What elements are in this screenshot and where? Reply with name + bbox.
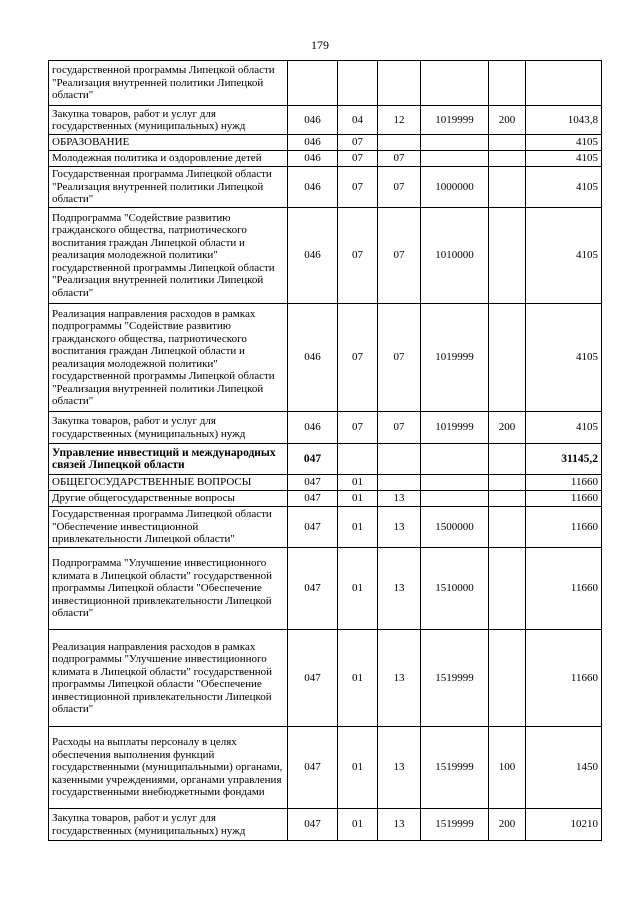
amount: 1450 (526, 727, 602, 809)
department-code: 046 (288, 412, 338, 444)
section-code: 07 (338, 208, 378, 304)
target-article-code: 1519999 (421, 809, 489, 841)
row-description: Подпрограмма "Содействие развитию гражданского общества, патриотического воспитания граждан Липецкой области и реализация молодежной политики" государственной программы Липецкой области "Реализация внутренней политики Липецкой области" (49, 208, 288, 304)
table-row (49, 412, 602, 444)
department-code: 046 (288, 151, 338, 167)
expense-type-code (489, 151, 526, 167)
section-code: 01 (338, 507, 378, 548)
expense-type-code: 200 (489, 809, 526, 841)
expense-type-code: 100 (489, 727, 526, 809)
section-code: 01 (338, 491, 378, 507)
target-article-code: 1019999 (421, 412, 489, 444)
target-article-code (421, 135, 489, 151)
subsection-code (378, 135, 421, 151)
subsection-code (378, 475, 421, 491)
amount: 11660 (526, 475, 602, 491)
section-code: 07 (338, 167, 378, 208)
expense-type-code (489, 491, 526, 507)
row-description: государственной программы Липецкой области "Реализация внутренней политики Липецкой области" (49, 61, 288, 106)
expense-type-code (489, 444, 526, 475)
expense-type-code (489, 475, 526, 491)
row-description: Государственная программа Липецкой области "Реализация внутренней политики Липецкой области" (49, 167, 288, 208)
department-code: 047 (288, 507, 338, 548)
amount: 11660 (526, 491, 602, 507)
department-code: 046 (288, 304, 338, 412)
expense-type-code (489, 507, 526, 548)
amount: 4105 (526, 167, 602, 208)
section-code: 01 (338, 630, 378, 727)
subsection-code: 07 (378, 304, 421, 412)
row-description: Управление инвестиций и международных связей Липецкой области (49, 444, 288, 475)
row-description: Расходы на выплаты персоналу в целях обеспечения выполнения функций государственными (муниципальными) органами, казенными учреждениями, органами управления государственными внебюджетными фондами (49, 727, 288, 809)
budget-table-body (49, 61, 602, 841)
table-row (49, 491, 602, 507)
section-code: 04 (338, 106, 378, 135)
section-code: 07 (338, 412, 378, 444)
section-code (338, 444, 378, 475)
subsection-code: 13 (378, 727, 421, 809)
amount (526, 61, 602, 106)
row-description: Реализация направления расходов в рамках подпрограммы "Улучшение инвестиционного климата в Липецкой области" государственной программы Липецкой области "Обеспечение инвестиционной привлекательности Липецкой области" (49, 630, 288, 727)
subsection-code: 13 (378, 507, 421, 548)
expense-type-code (489, 208, 526, 304)
amount: 31145,2 (526, 444, 602, 475)
table-row (49, 167, 602, 208)
page-number: 179 (311, 38, 329, 52)
target-article-code: 1510000 (421, 548, 489, 630)
department-code: 047 (288, 491, 338, 507)
section-code: 07 (338, 135, 378, 151)
expense-type-code: 200 (489, 412, 526, 444)
expense-type-code (489, 630, 526, 727)
target-article-code (421, 475, 489, 491)
expense-type-code: 200 (489, 106, 526, 135)
table-row (49, 208, 602, 304)
section-code: 01 (338, 548, 378, 630)
department-code: 046 (288, 167, 338, 208)
subsection-code (378, 61, 421, 106)
department-code: 047 (288, 630, 338, 727)
row-description: Реализация направления расходов в рамках подпрограммы "Содействие развитию гражданского общества, патриотического воспитания граждан Липецкой области и реализация молодежной политики" государственной программы Липецкой области "Реализация внутренней политики Липецкой области" (49, 304, 288, 412)
target-article-code (421, 61, 489, 106)
target-article-code (421, 444, 489, 475)
table-row (49, 548, 602, 630)
table-row (49, 475, 602, 491)
amount: 11660 (526, 548, 602, 630)
target-article-code: 1519999 (421, 630, 489, 727)
amount: 4105 (526, 151, 602, 167)
section-code: 01 (338, 475, 378, 491)
target-article-code: 1010000 (421, 208, 489, 304)
department-code: 047 (288, 475, 338, 491)
row-description: Закупка товаров, работ и услуг для государственных (муниципальных) нужд (49, 809, 288, 841)
expense-type-code (489, 167, 526, 208)
target-article-code: 1019999 (421, 304, 489, 412)
row-description: Закупка товаров, работ и услуг для государственных (муниципальных) нужд (49, 412, 288, 444)
subsection-code: 13 (378, 491, 421, 507)
row-description: Подпрограмма "Улучшение инвестиционного климата в Липецкой области" государственной программы Липецкой области "Обеспечение инвестиционной привлекательности Липецкой области" (49, 548, 288, 630)
table-row (49, 809, 602, 841)
table-row (49, 727, 602, 809)
subsection-code: 07 (378, 412, 421, 444)
subsection-code: 13 (378, 630, 421, 727)
amount: 11660 (526, 507, 602, 548)
target-article-code: 1519999 (421, 727, 489, 809)
row-description: ОБЩЕГОСУДАРСТВЕННЫЕ ВОПРОСЫ (49, 475, 288, 491)
table-row (49, 106, 602, 135)
subsection-code: 07 (378, 151, 421, 167)
expense-type-code (489, 135, 526, 151)
table-row (49, 304, 602, 412)
table-row (49, 444, 602, 475)
department-code: 047 (288, 809, 338, 841)
expense-type-code (489, 61, 526, 106)
amount: 10210 (526, 809, 602, 841)
amount: 4105 (526, 412, 602, 444)
expense-type-code (489, 304, 526, 412)
section-code: 01 (338, 727, 378, 809)
target-article-code (421, 151, 489, 167)
section-code: 07 (338, 304, 378, 412)
target-article-code: 1500000 (421, 507, 489, 548)
row-description: ОБРАЗОВАНИЕ (49, 135, 288, 151)
department-code: 046 (288, 135, 338, 151)
subsection-code: 07 (378, 167, 421, 208)
target-article-code: 1000000 (421, 167, 489, 208)
subsection-code: 12 (378, 106, 421, 135)
section-code: 01 (338, 809, 378, 841)
budget-table (48, 60, 602, 841)
table-row (49, 151, 602, 167)
amount: 4105 (526, 135, 602, 151)
department-code (288, 61, 338, 106)
target-article-code (421, 491, 489, 507)
section-code (338, 61, 378, 106)
row-description: Молодежная политика и оздоровление детей (49, 151, 288, 167)
department-code: 047 (288, 444, 338, 475)
table-row (49, 507, 602, 548)
subsection-code: 13 (378, 809, 421, 841)
department-code: 047 (288, 727, 338, 809)
amount: 4105 (526, 208, 602, 304)
amount: 11660 (526, 630, 602, 727)
table-row (49, 135, 602, 151)
subsection-code (378, 444, 421, 475)
expense-type-code (489, 548, 526, 630)
department-code: 046 (288, 106, 338, 135)
table-row (49, 630, 602, 727)
row-description: Закупка товаров, работ и услуг для государственных (муниципальных) нужд (49, 106, 288, 135)
row-description: Государственная программа Липецкой области "Обеспечение инвестиционной привлекательности Липецкой области" (49, 507, 288, 548)
section-code: 07 (338, 151, 378, 167)
department-code: 047 (288, 548, 338, 630)
amount: 1043,8 (526, 106, 602, 135)
subsection-code: 07 (378, 208, 421, 304)
row-description: Другие общегосударственные вопросы (49, 491, 288, 507)
department-code: 046 (288, 208, 338, 304)
amount: 4105 (526, 304, 602, 412)
subsection-code: 13 (378, 548, 421, 630)
target-article-code: 1019999 (421, 106, 489, 135)
table-row (49, 61, 602, 106)
